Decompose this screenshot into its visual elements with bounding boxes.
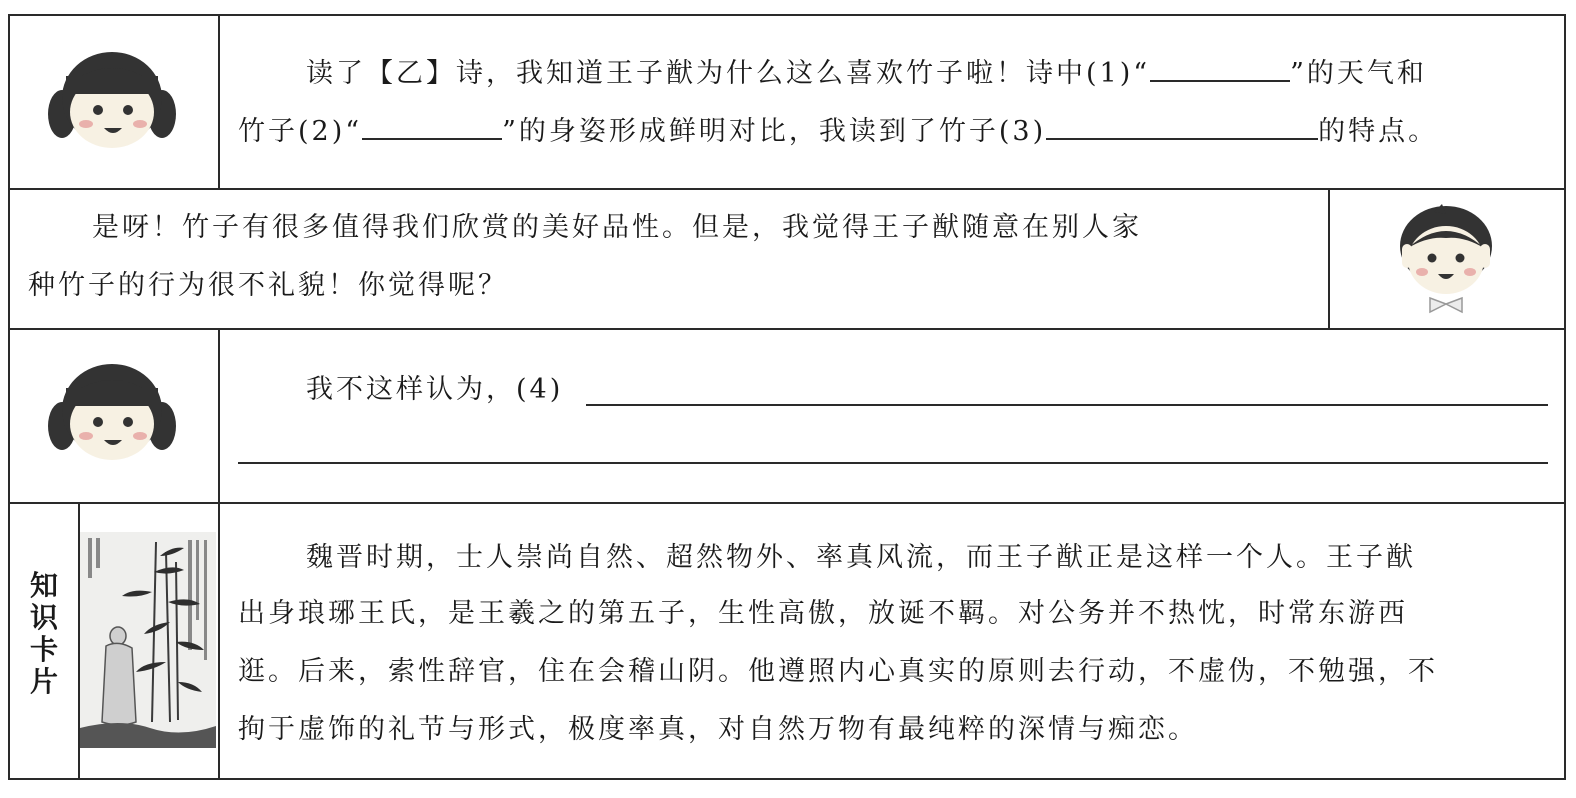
row2-line1: 是呀！竹子有很多值得我们欣赏的美好品性。但是，我觉得王子猷随意在别人家 (92, 212, 1142, 243)
answer-line-4b[interactable] (238, 462, 1548, 464)
row1-line1: 读了【乙】诗，我知道王子猷为什么这么喜欢竹子啦！诗中(1)“ ”的天气和 (306, 58, 1427, 89)
col-divider (218, 328, 220, 502)
label-char: 卡 (29, 633, 58, 666)
col-divider (1328, 188, 1330, 328)
row-divider (10, 328, 1564, 330)
row1-line2: 竹子(2)“ ”的身姿形成鲜明对比，我读到了竹子(3) 的特点。 (238, 116, 1439, 147)
row-divider (10, 502, 1564, 504)
answer-blank-1[interactable] (1150, 58, 1290, 82)
bamboo-painting-image (80, 532, 216, 748)
card-line-4: 拘于虚饰的礼节与形式，极度率真，对自然万物有最纯粹的深情与痴恋。 (238, 714, 1198, 745)
label-char: 知 (29, 569, 58, 602)
answer-line-4a[interactable] (586, 404, 1548, 406)
label-char: 片 (29, 665, 58, 698)
boy-avatar-icon (1394, 200, 1498, 318)
row2-line2: 种竹子的行为很不礼貌！你觉得呢？ (28, 270, 508, 301)
answer-blank-2[interactable] (362, 116, 502, 140)
row3-line1: 我不这样认为，(4) (306, 374, 564, 405)
girl-avatar-icon (44, 46, 184, 156)
card-line-2: 出身琅琊王氏，是王羲之的第五子，生性高傲，放诞不羁。对公务并不热忱，时常东游西 (238, 598, 1408, 629)
row-divider (10, 188, 1564, 190)
knowledge-card-label (24, 570, 64, 698)
col-divider (218, 502, 220, 780)
girl-avatar-icon (44, 358, 184, 468)
label-char: 识 (29, 601, 58, 634)
card-line-1: 魏晋时期，士人崇尚自然、超然物外、率真风流，而王子猷正是这样一个人。王子猷 (306, 542, 1416, 573)
card-line-3: 逛。后来，索性辞官，住在会稽山阴。他遵照内心真实的原则去行动，不虚伪，不勉强，不 (238, 656, 1438, 687)
col-divider (218, 16, 220, 188)
answer-blank-3[interactable] (1046, 116, 1318, 140)
